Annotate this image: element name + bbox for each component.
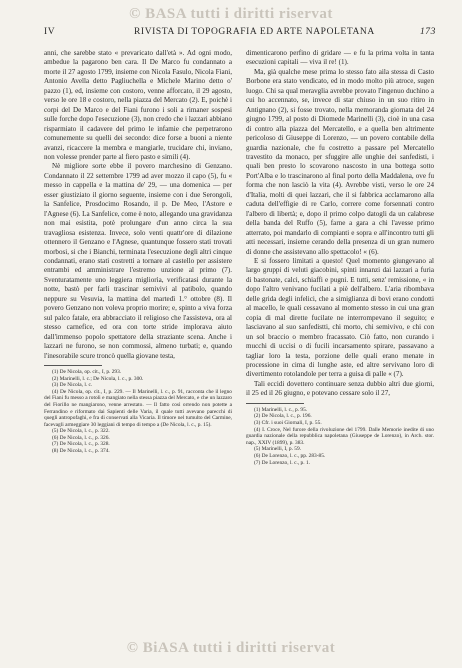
right-footnote-2: (2) De Nicola, l. c., p. 196. xyxy=(254,413,312,420)
footnote-rule-left xyxy=(44,365,102,366)
watermark-top: © BASA tutti i diritti riservat xyxy=(129,6,333,22)
right-paragraph-4: Tali eccidi dovettero continuare senza dubbio altri due giorni, il 25 ed il 26 giugno, e potevano cessare solo il 27, xyxy=(246,379,434,398)
right-footnote-5: (5) Marinelli, I, p. 59. xyxy=(254,446,302,453)
left-footnote-5: (5) De Nicola, l. c., p. 322. xyxy=(52,428,110,435)
left-paragraph-1: anni, che sarebbe stato « prevaricato dall'età ». Ad ogni modo, ambedue la pagarono ben cara. Il De Marco fu condannato a morte il 27 agosto 1799, insieme con Nicola Fasulo, Nicola Fiani, Antonio Avella detto Pagliuchella e Michele Marino detto o' pazzo (1), ed, insieme con costoro, venne afforcato, il 29 agosto, verso le ore 18 e costoro, nella piazza del Mercato (2). E, poichè i corpi del De Marco e del Fiani furono i soli a rimaner sospesi sulle forche dopo l'esecuzione (3), non credo che i lazzari abbiano risparmiato il cadavere del primo le infamie che perpetrarono comunemente su quelli dei secondo: dice forse a buoni a niente avanzi, ricaccere la membra e mangiarle, trucidare chi, inviano, non volesse prender parte al fiero pasto e simili (4). xyxy=(44,49,232,161)
right-footnote-4: (4) I. Croce, Nel furore della rivoluzione del 1799. Dalle Memorie inedite di uno guardia nazionale della repubblica napoletana (Giuseppe de Lorenzo), in Arch. stor. nap., XXIV (1899), p. 383. xyxy=(246,426,434,446)
footnote-rule-right xyxy=(246,403,304,404)
right-paragraph-2: Ma, già qualche mese prima lo stesso fato aila stessa di Casto Borbone era stato vendicato, ed in modo molto più atroce, sugen luogo. Chi sa qual meravglia avrebbe provato l'ingenuo duchino a cui ho accennato, se, invece di star chiuso in un suo ritiro in Antignano (2), si fosse trovato, nella memoranda giornata del 24 giugno 1799, al posto di Diomede Marinelli (3), cioè in una casa di contro alla piazza del Mercatello, e a quella ben altrimente pericoloso di Giuseppe di Lorenzo, — un povero contabile della guardia nazionale, che fu costretto a passare pel Mercatello travestito da monaco, per sfuggire alle unghie dei sanfedisti, i quali ben presto lo scovarono nascosto in una bottega sotto Port'Alba e lo trascinarono al final porto della Maddalena, ove fu forma che non lasciò la vita (4). Avrebbe visti, verso le ore 24 d'Italia, molti di quei lazzari, che il si fabbrica acclamarono alla caduta dell'effigie di re Carlo, correre come forsennati contro l'albero di libertà; e, dopo il primo colpo datogli da un calabrese della banda del Ruffo (5), farne a gara a chi l'avesse primo atterrato, poi mandarlo di compianti e sopra e all'incontro tutti gli atti necessari, insieme cerando della presenza di un gran numero di donne che assistevano allo spettacolo! « (6). xyxy=(246,67,434,256)
header-section-number: IV xyxy=(44,27,56,37)
right-footnote-7: (7) De Lorenzo, l. c., p. 1. xyxy=(254,459,310,466)
left-footnote-3: (3) De Nicola, l. c. xyxy=(52,382,93,389)
header-title: RIVISTA DI TOPOGRAFIA ED ARTE NAPOLETANA xyxy=(134,27,375,37)
watermark-bottom: © BiASA tutti i diritti riservat xyxy=(126,640,336,656)
left-footnote-7: (7) De Nicola, l. c., p. 328. xyxy=(52,441,110,448)
left-paragraph-2: Nè migliore sorte ebbe il povero marchesino di Genzano. Condannato il 22 settembre 1799 ad aver mozzo il capo (5), fu « messo in cappella e la mattina de' 29, — una domenica — per esser giustiziato il giorno seguente, insieme con i due Serongoli, la Sanfelice, Prosdocimo Rosando, il p. De Meo, l'Astore e l'Agnese (6). La Sanfelice, come è noto, allegando una gravidanza non mai esistita, potè prolungare d'un anno circa la sua travagliosa esistenza. Invece, solo venti quattr'ore di dilazione ottennero il Genzano e l'Agnese, quantunque fossero stati trovati morbosi, si che i Bianchi, terminata l'esecuzione degli altri cinque condannati, erano stati costretti a tornare al castello per assistere entrambi ed amministrare l'estremo unzione al primo (7). Sventuratamente uno leggiera migliorìa, verificatasi durante la notte, bastò per farli trascinar semivivi al patibolo, quando neppure su Vesuvia, la mattina del martedì 1.° ottobre (8). Il povero Genzano non voleva proprio morire; e, spinto a viva forza sul palco fatale, era abbracciato il religioso che l'assisteva, ora al stesso carnefice, ed ora con torte stride implorava aiuto dall'immenso popolo spettatore della straziante scena. Anche i lazzari ne furono, se non commossi, almeno turbati; e, quando l'inesorabile scure troncò quella giovane testa, xyxy=(44,162,233,360)
running-header xyxy=(44,27,436,41)
right-column xyxy=(246,49,434,466)
right-footnote-3: (3) Cfr. i suoi Giornali, I, p. 55. xyxy=(254,419,322,426)
left-footnote-2: (2) Marinelli, l. c.; De Nicola, l. c., p. 300. xyxy=(52,375,144,382)
left-column xyxy=(44,49,232,455)
left-footnote-8: (8) De Nicola, l. c., p. 374. xyxy=(52,448,110,455)
right-footnote-1: (1) Marinelli, l. c., p. 95. xyxy=(254,406,308,413)
right-paragraph-3: E si fossero limitati a questo! Quel momento giungevano al largo gruppi di veluti giacobini, spinti innanzi dai lazzari a furia di bastonate, calci, schiaffi e pugni. E tutti, senz' remissione, « in dopo l'altro venivano fucilati a piè dell'albero. L'aria ribombava delle grida degli infelici, che a simiglianza di bovi erano condotti al macello, le quali cessavano al momento stesso in cui una gran copia di mal dirette fucilate ne interrompevano il seguito; e lasciavano al suo sanfedistti, chi morto, chi semivivo, e chi con un sol braccio o membro fracassato. Ciò fatto, non curando i mucchi di uccisi o di fucili incarsamento spirare, passavano a tagliar loro la testa, porzione delle quali erano menate in processione in cima di lunghe aste, ed altre servivano loro di divertimento rotolandole per terra a guisa di palle « (7). xyxy=(246,256,434,379)
page-number: 173 xyxy=(419,27,436,37)
left-footnote-6: (6) De Nicola, l. c., p. 326. xyxy=(52,434,110,441)
left-footnote-1: (1) De Nicola, op. cit., I, p. 293. xyxy=(52,368,122,375)
right-paragraph-1: dimenticarono perfino di gridare — e fu la prima volta in tanta esecuzioni capitali — viva il re! (1). xyxy=(246,49,434,67)
left-footnote-4: (4) De Nicola, op. cit., I, p. 229. — Il Marinelli, l. c., p. 91, racconta che il legno del Fiani fu messo a rotoli e mangiato nella stessa piazza del Mercato, e che un lazzaro del Fiorillo ne mangiarono, venne arrestato. — Il fatto così orrendo non potette a Ferrandino e riformato dai Sapienti delle Varia, il quale tutti avevano parecchi di quegli antropofaghi, e fra di conservati alla Vicaria. Il timore nel tumulto del Carmine, facevagli armeggiare 30 leggiani di tempo di tempo a (De Nicola, l. c., p. 15). xyxy=(44,388,232,428)
right-footnote-6: (6) De Lorenzo, l. c., pp. 283-85. xyxy=(254,452,326,459)
